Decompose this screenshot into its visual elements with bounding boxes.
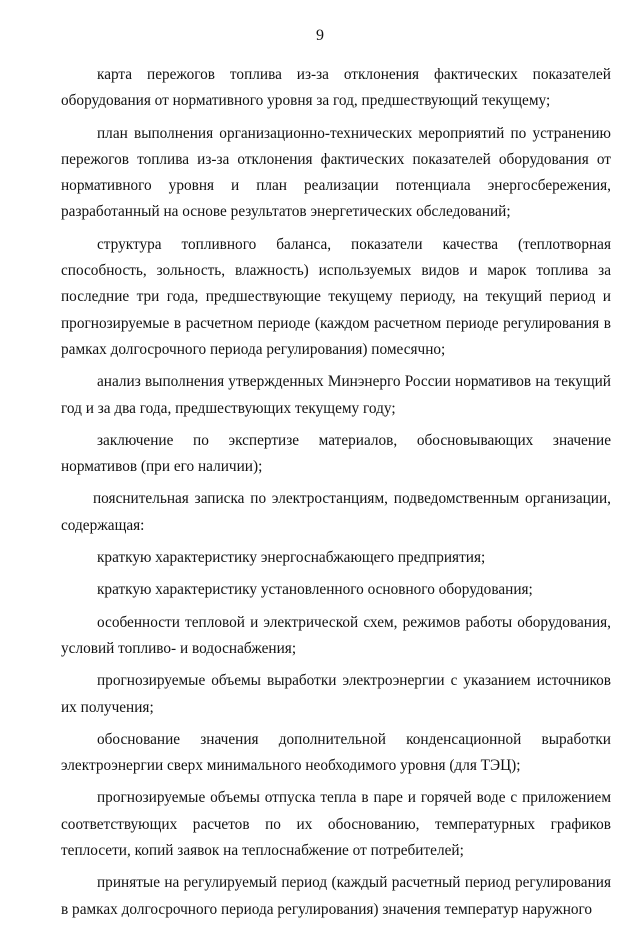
- paragraph-measures-plan: план выполнения организационно-технических мероприятий по устранению пережогов топлива из-за отклонения фактических показателей оборудования от нормативного уровня и план реализации потенциала энергосбережения, разработанный на основе результатов энергетических обследований;: [61, 124, 611, 221]
- document-body: [61, 62, 611, 929]
- paragraph-temperature-values: принятые на регулируемый период (каждый расчетный период регулирования в рамках долгосрочного периода регулирования) значения температур наружного: [61, 874, 611, 918]
- paragraph-expert-conclusion: заключение по экспертизе материалов, обосновывающих значение нормативов (при его наличии);: [61, 431, 611, 476]
- paragraph-electricity-forecast: прогнозируемые объемы выработки электроэнергии с указанием источников их получения;: [61, 672, 611, 716]
- paragraph-condensation-generation: обоснование значения дополнительной конденсационной выработки электроэнергии сверх минимального необходимого уровня (для ТЭЦ);: [61, 730, 611, 775]
- paragraph-enterprise-characteristics: краткую характеристику энергоснабжающего предприятия;: [97, 549, 486, 567]
- paragraph-fuel-balance-structure: структура топливного баланса, показатели качества (теплотворная способность, зольность, влажность) используемых видов и марок топлива за последние три года, предшествующие текущему периоду, на текущий период и прогнозируемые в расчетном периоде (каждом расчетном периоде регулирования в рамках долгосрочного периода регулирования) помесячно;: [61, 235, 611, 358]
- paragraph-fuel-overburn-map: карта пережогов топлива из-за отклонения фактических показателей оборудования от нормативного уровня за год, предшествующий текущему;: [61, 66, 611, 110]
- paragraph-scheme-features: особенности тепловой и электрической схем, режимов работы оборудования, условий топливо- и водоснабжения;: [61, 613, 611, 657]
- paragraph-equipment-characteristics: краткую характеристику установленного основного оборудования;: [97, 581, 533, 599]
- page-number: 9: [316, 27, 324, 44]
- paragraph-explanatory-note: пояснительная записка по электростанциям, подведомственным организации, содержащая:: [61, 490, 611, 534]
- paragraph-heat-supply-forecast: прогнозируемые объемы отпуска тепла в паре и горячей воде с приложением соответствующих расчетов по их обоснованию, температурных графиков теплосети, копий заявок на теплоснабжение от потребителей;: [61, 789, 611, 860]
- paragraph-norms-analysis: анализ выполнения утвержденных Минэнерго России нормативов на текущий год и за два года, предшествующих текущему году;: [61, 373, 611, 417]
